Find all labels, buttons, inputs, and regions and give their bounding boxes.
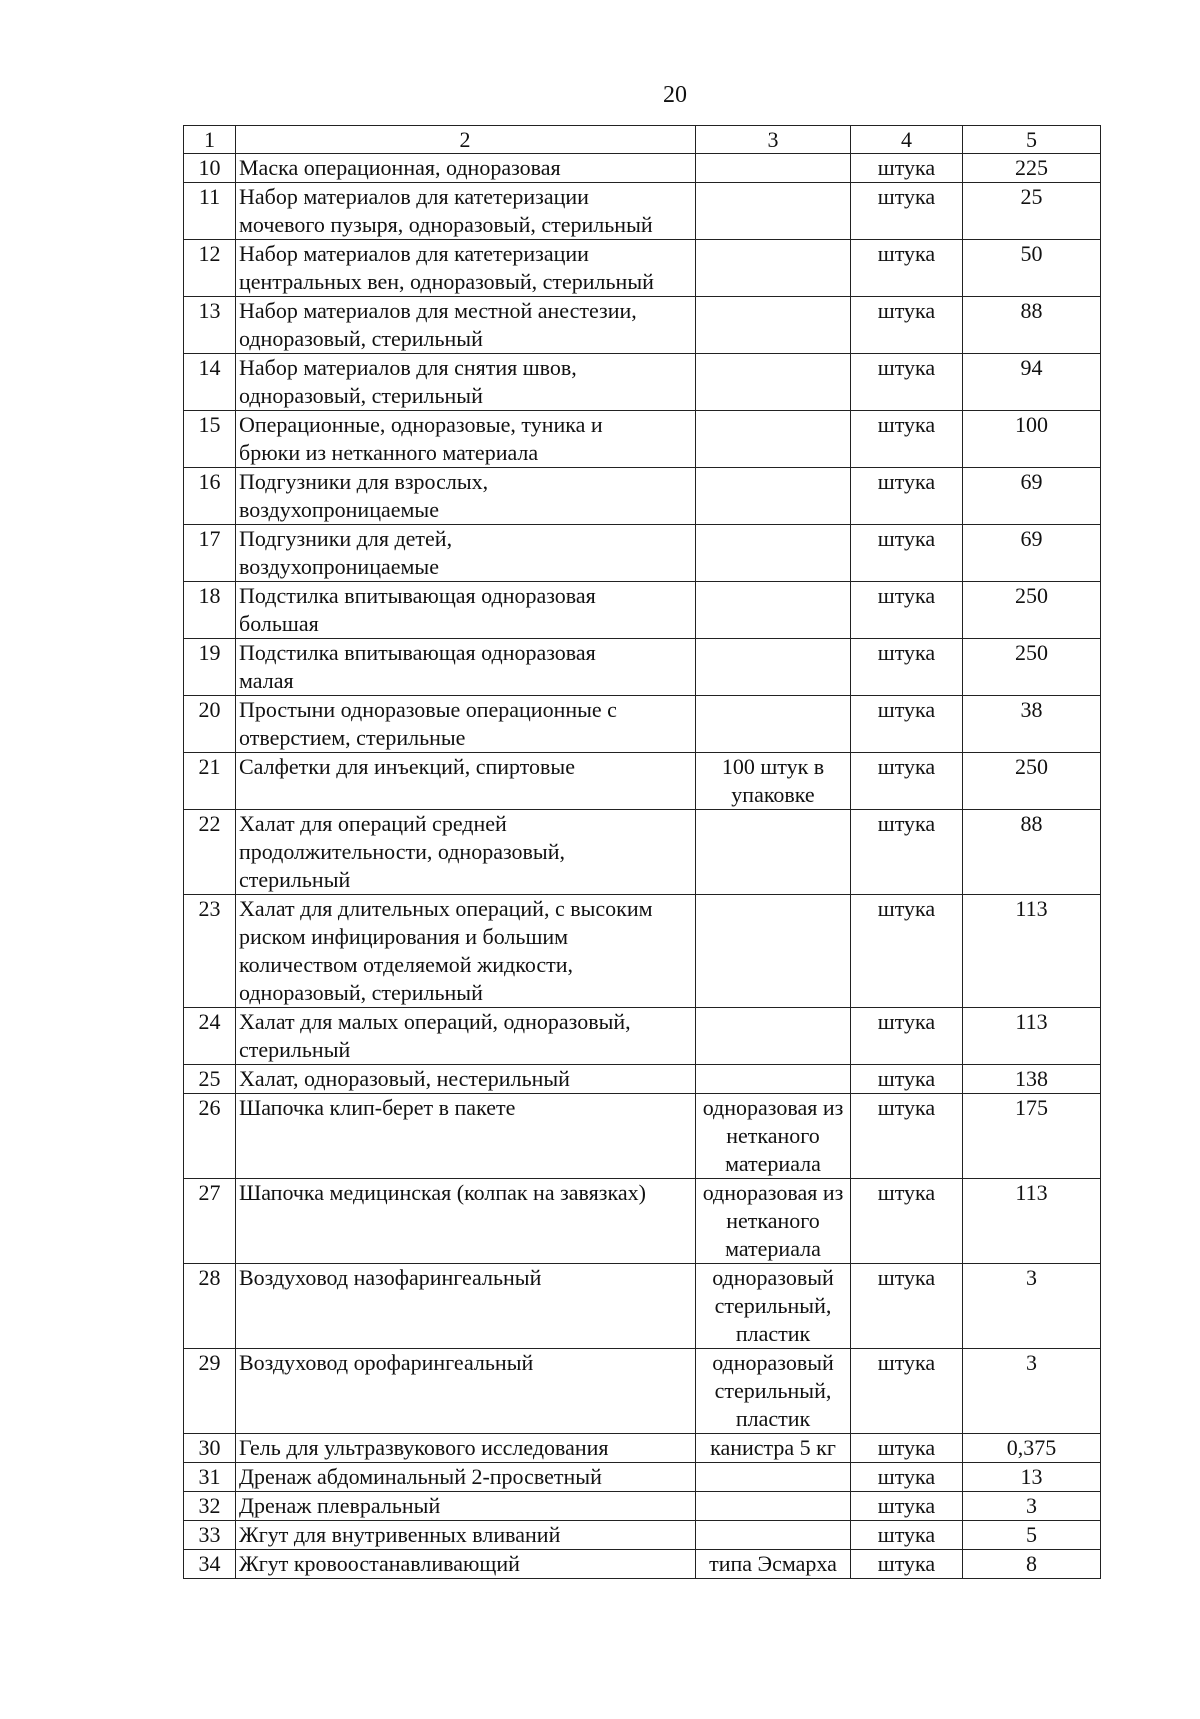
row-number: 25 xyxy=(184,1065,236,1094)
table-row xyxy=(184,1264,1101,1349)
item-name: Простыни одноразовые операционные с отверстием, стерильные xyxy=(236,696,696,753)
item-quantity: 3 xyxy=(963,1264,1101,1349)
item-unit: штука xyxy=(851,297,963,354)
item-quantity: 25 xyxy=(963,183,1101,240)
item-note: типа Эсмарха xyxy=(696,1550,851,1579)
table-row xyxy=(184,696,1101,753)
item-quantity: 225 xyxy=(963,154,1101,183)
item-note: одноразовый стерильный, пластик xyxy=(696,1349,851,1434)
row-number: 15 xyxy=(184,411,236,468)
table-row xyxy=(184,1065,1101,1094)
row-number: 10 xyxy=(184,154,236,183)
item-name: Набор материалов для катетеризации центральных вен, одноразовый, стерильный xyxy=(236,240,696,297)
table-row xyxy=(184,411,1101,468)
table-row xyxy=(184,810,1101,895)
item-quantity: 3 xyxy=(963,1349,1101,1434)
item-note: одноразовая из нетканого материала xyxy=(696,1179,851,1264)
item-name: Халат, одноразовый, нестерильный xyxy=(236,1065,696,1094)
item-note xyxy=(696,810,851,895)
item-name: Подгузники для детей, воздухопроницаемые xyxy=(236,525,696,582)
item-note xyxy=(696,411,851,468)
item-note xyxy=(696,895,851,1008)
item-unit: штука xyxy=(851,1094,963,1179)
item-note xyxy=(696,183,851,240)
item-note: канистра 5 кг xyxy=(696,1434,851,1463)
row-number: 14 xyxy=(184,354,236,411)
item-quantity: 69 xyxy=(963,468,1101,525)
row-number: 16 xyxy=(184,468,236,525)
column-header-3: 3 xyxy=(696,126,851,154)
item-name: Набор материалов для снятия швов, одноразовый, стерильный xyxy=(236,354,696,411)
item-name: Подстилка впитывающая одноразовая большая xyxy=(236,582,696,639)
item-unit: штука xyxy=(851,639,963,696)
item-note: одноразовая из нетканого материала xyxy=(696,1094,851,1179)
item-name: Жгут для внутривенных вливаний xyxy=(236,1521,696,1550)
item-quantity: 5 xyxy=(963,1521,1101,1550)
column-header-2: 2 xyxy=(236,126,696,154)
item-name: Жгут кровоостанавливающий xyxy=(236,1550,696,1579)
item-note xyxy=(696,154,851,183)
item-unit: штука xyxy=(851,1065,963,1094)
table-row xyxy=(184,1550,1101,1579)
item-name: Набор материалов для местной анестезии, одноразовый, стерильный xyxy=(236,297,696,354)
item-unit: штука xyxy=(851,1492,963,1521)
item-name: Шапочка клип-берет в пакете xyxy=(236,1094,696,1179)
row-number: 27 xyxy=(184,1179,236,1264)
item-note xyxy=(696,1065,851,1094)
row-number: 34 xyxy=(184,1550,236,1579)
item-name: Воздуховод орофарингеальный xyxy=(236,1349,696,1434)
item-name: Шапочка медицинская (колпак на завязках) xyxy=(236,1179,696,1264)
row-number: 19 xyxy=(184,639,236,696)
item-quantity: 113 xyxy=(963,895,1101,1008)
table-row xyxy=(184,1349,1101,1434)
item-note xyxy=(696,297,851,354)
table-header xyxy=(184,126,1101,154)
column-header-5: 5 xyxy=(963,126,1101,154)
item-name: Дренаж плевральный xyxy=(236,1492,696,1521)
row-number: 31 xyxy=(184,1463,236,1492)
row-number: 28 xyxy=(184,1264,236,1349)
row-number: 29 xyxy=(184,1349,236,1434)
table-row xyxy=(184,297,1101,354)
item-quantity: 13 xyxy=(963,1463,1101,1492)
table-row xyxy=(184,582,1101,639)
table-row xyxy=(184,183,1101,240)
item-quantity: 250 xyxy=(963,639,1101,696)
item-unit: штука xyxy=(851,1008,963,1065)
item-quantity: 50 xyxy=(963,240,1101,297)
row-number: 23 xyxy=(184,895,236,1008)
table-row xyxy=(184,1094,1101,1179)
row-number: 12 xyxy=(184,240,236,297)
item-note xyxy=(696,1492,851,1521)
row-number: 17 xyxy=(184,525,236,582)
table-row xyxy=(184,1434,1101,1463)
row-number: 13 xyxy=(184,297,236,354)
item-unit: штука xyxy=(851,696,963,753)
item-name: Воздуховод назофарингеальный xyxy=(236,1264,696,1349)
column-header-1: 1 xyxy=(184,126,236,154)
row-number: 20 xyxy=(184,696,236,753)
header-row xyxy=(184,126,1101,154)
row-number: 18 xyxy=(184,582,236,639)
item-name: Подгузники для взрослых, воздухопроницаемые xyxy=(236,468,696,525)
item-note xyxy=(696,240,851,297)
item-unit: штука xyxy=(851,154,963,183)
item-quantity: 100 xyxy=(963,411,1101,468)
item-quantity: 250 xyxy=(963,582,1101,639)
row-number: 33 xyxy=(184,1521,236,1550)
table-row xyxy=(184,1008,1101,1065)
item-unit: штука xyxy=(851,183,963,240)
item-note xyxy=(696,1463,851,1492)
item-unit: штука xyxy=(851,1349,963,1434)
item-quantity: 94 xyxy=(963,354,1101,411)
page-number: 20 xyxy=(663,82,687,108)
item-unit: штука xyxy=(851,468,963,525)
item-note xyxy=(696,525,851,582)
item-quantity: 175 xyxy=(963,1094,1101,1179)
item-quantity: 69 xyxy=(963,525,1101,582)
item-note xyxy=(696,468,851,525)
item-name: Подстилка впитывающая одноразовая малая xyxy=(236,639,696,696)
table-row xyxy=(184,1463,1101,1492)
item-quantity: 113 xyxy=(963,1179,1101,1264)
item-name: Халат для малых операций, одноразовый, стерильный xyxy=(236,1008,696,1065)
item-name: Операционные, одноразовые, туника и брюки из нетканного материала xyxy=(236,411,696,468)
item-note xyxy=(696,582,851,639)
item-unit: штука xyxy=(851,1434,963,1463)
item-unit: штука xyxy=(851,810,963,895)
item-name: Салфетки для инъекций, спиртовые xyxy=(236,753,696,810)
item-name: Халат для операций средней продолжительности, одноразовый, стерильный xyxy=(236,810,696,895)
item-note xyxy=(696,696,851,753)
item-quantity: 88 xyxy=(963,810,1101,895)
item-unit: штука xyxy=(851,525,963,582)
table-row xyxy=(184,639,1101,696)
item-name: Дренаж абдоминальный 2-просветный xyxy=(236,1463,696,1492)
table-body xyxy=(184,154,1101,1579)
table-row xyxy=(184,154,1101,183)
item-quantity: 0,375 xyxy=(963,1434,1101,1463)
item-unit: штука xyxy=(851,753,963,810)
item-note xyxy=(696,354,851,411)
row-number: 30 xyxy=(184,1434,236,1463)
item-unit: штука xyxy=(851,895,963,1008)
table-row xyxy=(184,753,1101,810)
item-quantity: 38 xyxy=(963,696,1101,753)
item-unit: штука xyxy=(851,1179,963,1264)
item-unit: штука xyxy=(851,1264,963,1349)
item-quantity: 113 xyxy=(963,1008,1101,1065)
table-row xyxy=(184,525,1101,582)
item-quantity: 3 xyxy=(963,1492,1101,1521)
item-unit: штука xyxy=(851,1521,963,1550)
item-note xyxy=(696,1008,851,1065)
item-note: одноразовый стерильный, пластик xyxy=(696,1264,851,1349)
item-name: Халат для длительных операций, с высоким риском инфицирования и большим количеством отделяемой жидкости, одноразовый, стерильный xyxy=(236,895,696,1008)
item-name: Гель для ультразвукового исследования xyxy=(236,1434,696,1463)
table-row xyxy=(184,468,1101,525)
item-unit: штука xyxy=(851,354,963,411)
row-number: 22 xyxy=(184,810,236,895)
item-quantity: 8 xyxy=(963,1550,1101,1579)
item-quantity: 138 xyxy=(963,1065,1101,1094)
item-note xyxy=(696,1521,851,1550)
table-row xyxy=(184,354,1101,411)
row-number: 26 xyxy=(184,1094,236,1179)
table-row xyxy=(184,1521,1101,1550)
row-number: 21 xyxy=(184,753,236,810)
item-quantity: 88 xyxy=(963,297,1101,354)
table-row xyxy=(184,895,1101,1008)
row-number: 24 xyxy=(184,1008,236,1065)
table-row xyxy=(184,240,1101,297)
item-unit: штука xyxy=(851,1463,963,1492)
item-name: Набор материалов для катетеризации мочевого пузыря, одноразовый, стерильный xyxy=(236,183,696,240)
item-unit: штука xyxy=(851,240,963,297)
column-header-4: 4 xyxy=(851,126,963,154)
item-name: Маска операционная, одноразовая xyxy=(236,154,696,183)
supplies-table xyxy=(183,125,1101,1579)
item-quantity: 250 xyxy=(963,753,1101,810)
item-note xyxy=(696,639,851,696)
item-note: 100 штук в упаковке xyxy=(696,753,851,810)
row-number: 32 xyxy=(184,1492,236,1521)
row-number: 11 xyxy=(184,183,236,240)
table-row xyxy=(184,1179,1101,1264)
item-unit: штука xyxy=(851,1550,963,1579)
item-unit: штука xyxy=(851,582,963,639)
table-row xyxy=(184,1492,1101,1521)
item-unit: штука xyxy=(851,411,963,468)
